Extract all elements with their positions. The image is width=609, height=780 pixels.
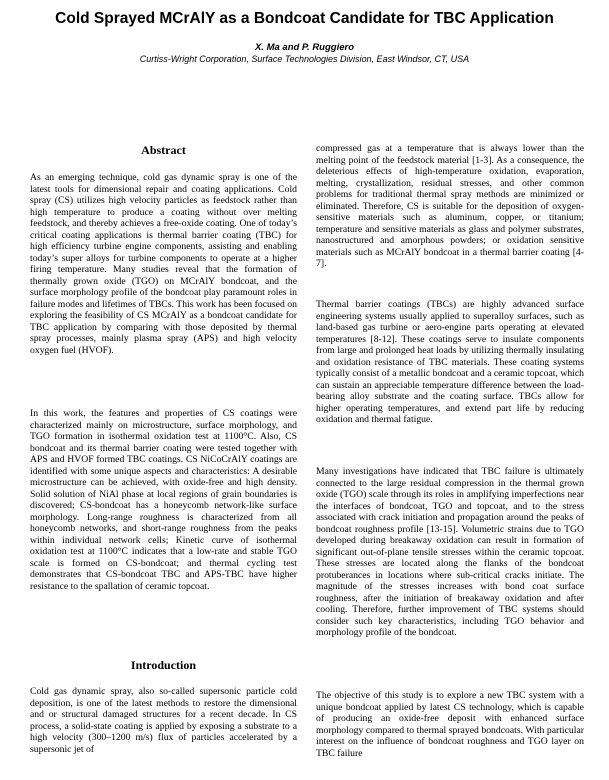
- abstract-paragraph-2: In this work, the features and properties of CS coatings were characterized mainly on microstructure, surface morphology, and TGO formation in isothermal oxidation test at 1100°C. Also, CS bondcoat and its thermal barrier coating were tested together with APS and HVOF formed TBC coatings. CS NiCoCrAlY coatings are identified with some unique aspects and characteristics: A desirable microstructure can be achieved, with oxide-free and high density. Solid solution of NiAl phase at local regions of grain boundaries is discovered; CS-bondcoat has a honeycomb network-like surface morphology. Long-range roughness is characterized from all honeycomb networks, and short-range roughness from the peaks within individual network cells; Kinetic curve of isothermal oxidation test at 1100°C indicates that a low-rate and stable TGO scale is formed on CS-bondcoat; and thermal cycling test demonstrates that CS-bondcoat TBC and APS-TBC have higher resistance to the spallation of ceramic topcoat.: [30, 408, 297, 592]
- right-paragraph-3: Many investigations have indicated that TBC failure is ultimately connected to the large residual compression in the thermal grown oxide (TGO) scale through its roles in amplifying imperfections near the interfaces of bondcoat, TGO and topcoat, and to the stress associated with crack initiation and propagation around the peaks of bondcoat roughness profile [13-15]. Volumetric strains due to TGO developed during breakaway oxidation can result in formation of significant out-of-plane tensile stresses within the ceramic topcoat. These stresses are located along the flanks of the bondcoat protuberances in locations where sub-critical cracks initiate. The magnitude of the stresses increases with bond coat surface roughness, after the initiation of breakaway oxidation and after cooling. Therefore, further improvement of TBC systems should consider such key characteristics, including TGO behavior and morphology profile of the bondcoat.: [316, 466, 584, 638]
- right-paragraph-2: Thermal barrier coatings (TBCs) are highly advanced surface engineering systems usually applied to superalloy surfaces, such as land-based gas turbine or aero-engine parts operating at elevated temperatures [8-12]. These coatings serve to insulate components from large and prolonged heat loads by utilizing thermally insulating and oxidation resistance of TBC materials. These coating systems typically consist of a metallic bondcoat and a ceramic topcoat, which can sustain an appreciable temperature difference between the load-bearing alloy substrate and the coating surface. TBCs allow for higher operating temperatures, and extend part life by reducing oxidation and thermal fatigue.: [316, 299, 584, 425]
- abstract-heading: Abstract: [141, 143, 186, 157]
- abstract-paragraph-1: As an emerging technique, cold gas dynamic spray is one of the latest tools for dimensional repair and coating applications. Cold spray (CS) utilizes high velocity particles as feedstock rather than high temperature to produce a coating without over melting feedstock, and thereby achieves a free-oxide coating. One of today’s critical coating applications is thermal barrier coating (TBC) for high efficiency turbine engine components, assisting and enabling today’s super alloys for turbine components to operate at a higher firing temperature. Many studies reveal that the formation of thermally grown oxide (TGO) on MCrAlY bondcoat, and the surface morphology profile of the bondcoat play paramount roles in failure modes and lifetimes of TBCs. This work has been focused on exploring the feasibility of CS MCrAlY as a bondcoat candidate for TBC application by comparing with those deposited by thermal spray processes, mainly plasma spray (APS) and high velocity oxygen fuel (HVOF).: [30, 172, 297, 356]
- affiliation: Curtiss-Wright Corporation, Surface Technologies Division, East Windsor, CT, USA: [139, 54, 470, 64]
- paper-title: Cold Sprayed MCrAlY as a Bondcoat Candidate for TBC Application: [55, 10, 554, 27]
- right-paragraph-1: compressed gas at a temperature that is always lower than the melting point of the feedstock material [1-3]. As a consequence, the deleterious effects of high-temperature oxidation, evaporation, melting, crystallization, residual stresses, and other common problems for traditional thermal spray methods are minimized or eliminated. Therefore, CS is suitable for the deposition of oxygen-sensitive materials such as aluminum, copper, or titanium; temperature and sensitive materials as glass and polymer substrates, nanostructured and amorphous powders; or oxidation sensitive materials such as MCrAlY bondcoat in a thermal barrier coating [4-7].: [316, 143, 584, 269]
- introduction-heading: Introduction: [130, 658, 197, 672]
- authors: X. Ma and P. Ruggiero: [254, 42, 355, 53]
- intro-paragraph-1: Cold gas dynamic spray, also so-called supersonic particle cold deposition, is one of the latest methods to restore the dimensional and or structural damaged structures for a recent decade. In CS process, a solid-state coating is applied by exposing a substrate to a high velocity (300–1200 m/s) flux of particles accelerated by a supersonic jet of: [30, 686, 297, 755]
- right-paragraph-4: The objective of this study is to explore a new TBC system with a unique bondcoat applied by latest CS technology, which is capable of producing an oxide-free deposit with enhanced surface morphology compared to thermal sprayed bondcoats. With particular interest on the influence of bondcoat roughness and TGO layer on TBC failure: [316, 690, 584, 759]
